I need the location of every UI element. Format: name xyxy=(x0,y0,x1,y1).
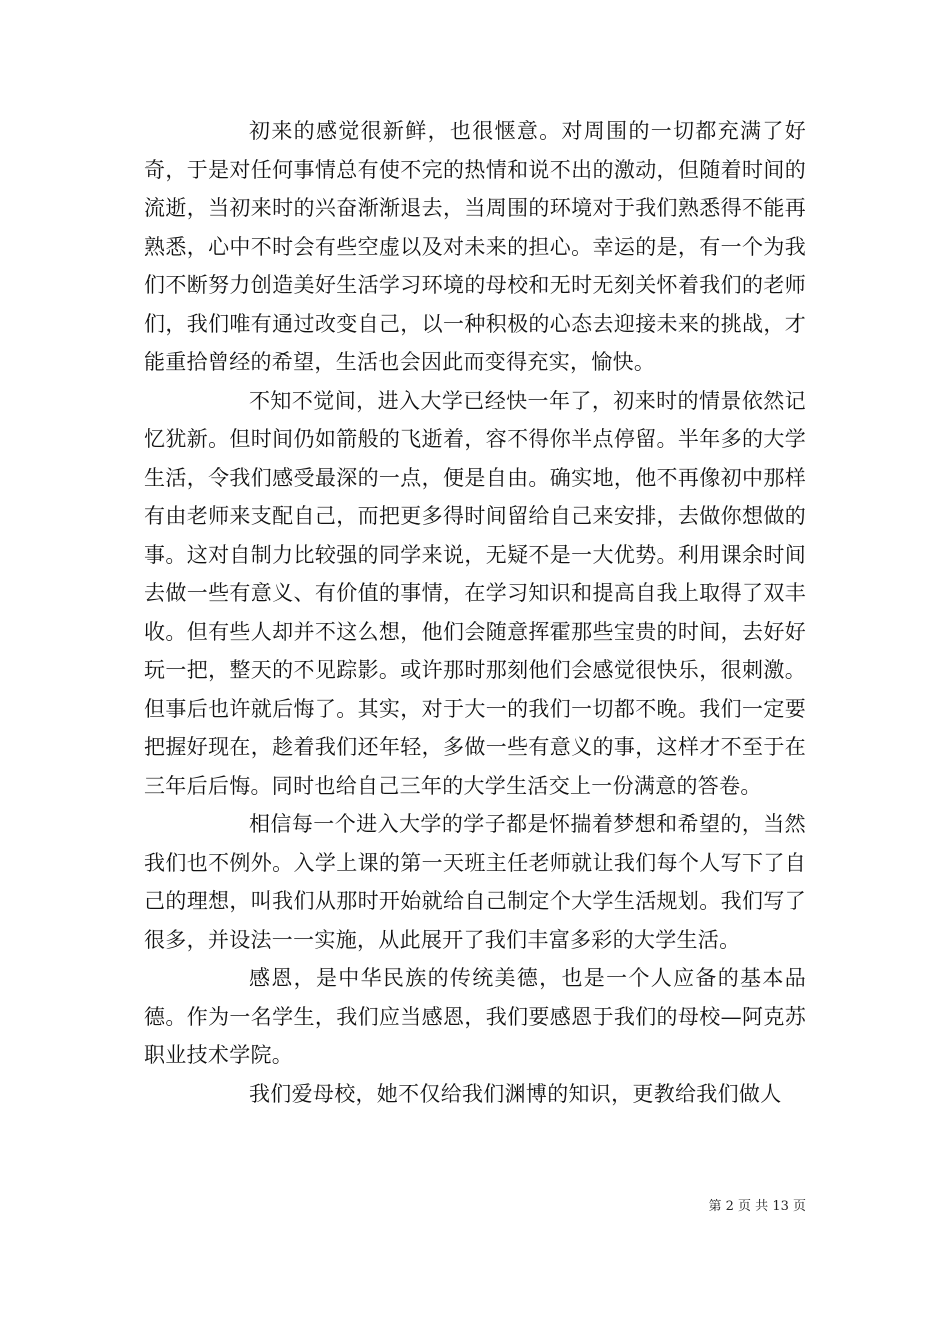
paragraph: 感恩，是中华民族的传统美德，也是一个人应备的基本品德。作为一名学生，我们应当感恩，我们要感恩于我们的母校—阿克苏职业技术学院。 xyxy=(144,966,806,1067)
page-number-footer: 第 2 页 共 13 页 xyxy=(708,1199,806,1214)
paragraph: 初来的感觉很新鲜，也很惬意。对周围的一切都充满了好奇，于是对任何事情总有使不完的热情和说不出的激动，但随着时间的流逝，当初来时的兴奋渐渐退去，当周围的环境对于我们熟悉得不能再熟悉，心中不时会有些空虚以及对未来的担心。幸运的是，有一个为我们不断努力创造美好生活学习环境的母校和无时无刻关怀着我们的老师们，我们唯有通过改变自己，以一种积极的心态去迎接未来的挑战，才能重拾曾经的希望，生活也会因此而变得充实，愉快。 xyxy=(144,119,806,374)
document-body xyxy=(144,112,806,1113)
paragraph: 相信每一个进入大学的学子都是怀揣着梦想和希望的，当然我们也不例外。入学上课的第一天班主任老师就让我们每个人写下了自己的理想，叫我们从那时开始就给自己制定个大学生活规划。我们写了很多，并设法一一实施，从此展开了我们丰富多彩的大学生活。 xyxy=(144,812,806,952)
paragraph: 不知不觉间，进入大学已经快一年了，初来时的情景依然记忆犹新。但时间仍如箭般的飞逝着，容不得你半点停留。半年多的大学生活，令我们感受最深的一点，便是自由。确实地，他不再像初中那样有由老师来支配自己，而把更多得时间留给自己来安排，去做你想做的事。这对自制力比较强的同学来说，无疑不是一大优势。利用课余时间去做一些有意义、有价值的事情，在学习知识和提高自我上取得了双丰收。但有些人却并不这么想，他们会随意挥霍那些宝贵的时间，去好好玩一把，整天的不见踪影。或许那时那刻他们会感觉很快乐，很刺激。但事后也许就后悔了。其实，对于大一的我们一切都不晚。我们一定要把握好现在，趁着我们还年轻，多做一些有意义的事，这样才不至于在三年后后悔。同时也给自己三年的大学生活交上一份满意的答卷。 xyxy=(144,388,806,798)
paragraph: 我们爱母校，她不仅给我们渊博的知识，更教给我们做人 xyxy=(249,1081,782,1106)
